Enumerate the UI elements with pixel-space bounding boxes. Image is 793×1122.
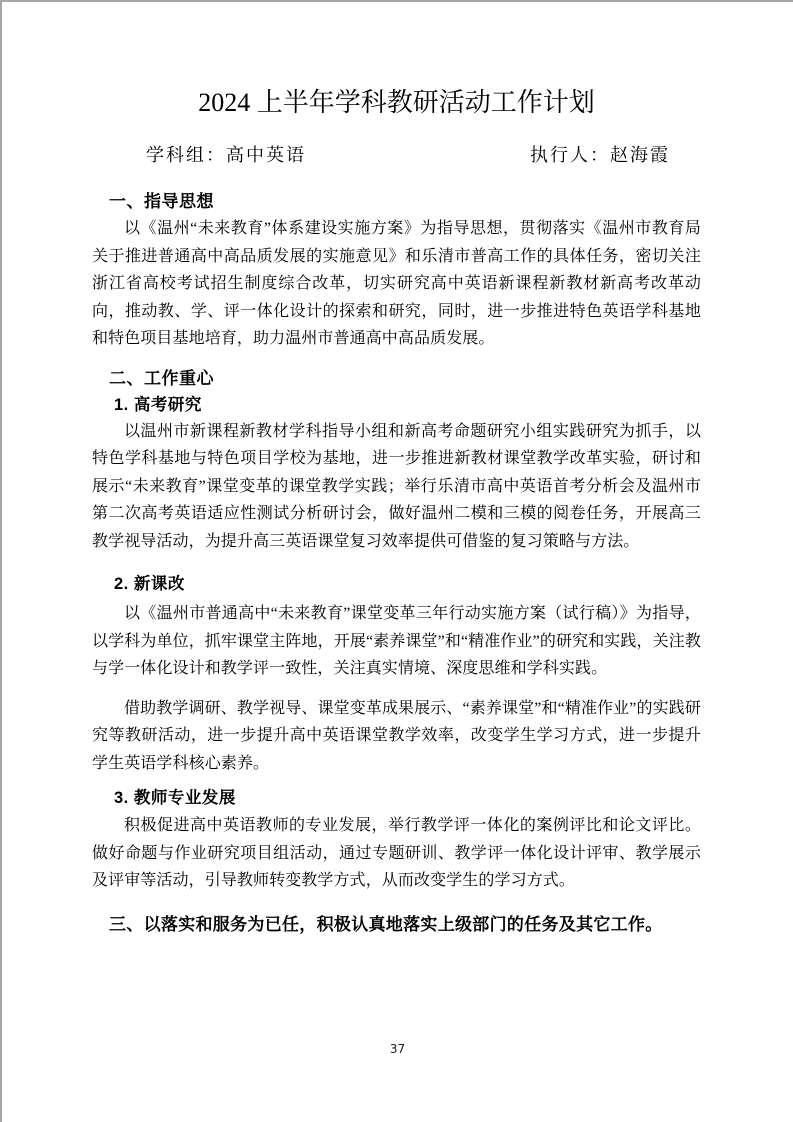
paragraph-new-curriculum-reform-1: 以《温州市普通高中“未来教育”课堂变革三年行动实施方案（试行稿）》为指导，以学科为单位，抓牢课堂主阵地，开展“素养课堂”和“精准作业”的研究和实践，关注教与学一体化设计和教学评一致性，关注真实情境、深度思维和学科实践。 [92, 605, 701, 677]
document-content [2, 86, 793, 936]
paragraph-teacher-professional-development: 积极促进高中英语教师的专业发展，举行教学评一体化的案例评比和论文评比。做好命题与作业研究项目组活动，通过专题研训、教学评一体化设计评审、教学展示及评审等活动，引导教师转变教学方式，从而改变学生的学习方式。 [92, 817, 701, 889]
section-heading-work-focus: 二、工作重心 [109, 368, 214, 388]
page-number: 37 [389, 1042, 406, 1056]
executor-label: 执行人：赵海霞 [530, 145, 670, 165]
page-title: 2024 上半年学科教研活动工作计划 [198, 88, 595, 117]
subject-group-label: 学科组：高中英语 [146, 145, 306, 165]
paragraph-new-curriculum-reform-2: 借助教学调研、教学视导、课堂变革成果展示、“素养课堂”和“精准作业”的实践研究等教研活动，进一步提升高中英语课堂教学效率，改变学生学习方式，进一步提升学生英语学科核心素养。 [92, 699, 701, 772]
section-heading-guiding-ideology: 一、指导思想 [109, 192, 214, 211]
subheading-teacher-professional-development: 3. 教师专业发展 [114, 789, 236, 807]
meta-row [92, 142, 701, 168]
paragraph-guiding-ideology: 以《温州“未来教育”体系建设实施方案》为指导思想，贯彻落实《温州市教育局关于推进普通高中高品质发展的实施意见》和乐清市普高工作的具体任务，密切关注浙江省高校考试招生制度综合改革，切实研究高中英语新课程新教材新高考改革动向，推动教、学、评一体化设计的探索和研究，同时，进一步推进特色英语学科基地和特色项目基地培育，助力温州市普通高中高品质发展。 [92, 220, 701, 347]
paragraph-gaokao-research: 以温州市新课程新教材学科指导小组和新高考命题研究小组实践研究为抓手，以特色学科基地与特色项目学校为基地，进一步推进新教材课堂教学改革实验，研讨和展示“未来教育”课堂变革的课堂教学实践；举行乐清市高中英语首考分析会及温州市第二次高考英语适应性测试分析研讨会，做好温州二模和三模的阅卷任务，开展高三教学视导活动，为提升高三英语课堂复习效率提供可借鉴的复习策略与方法。 [92, 422, 701, 550]
subheading-gaokao-research: 1. 高考研究 [114, 395, 202, 414]
subheading-new-curriculum-reform: 2. 新课改 [114, 575, 185, 593]
section-heading-implementation-service: 三、以落实和服务为已任，积极认真地落实上级部门的任务及其它工作。 [109, 914, 663, 934]
